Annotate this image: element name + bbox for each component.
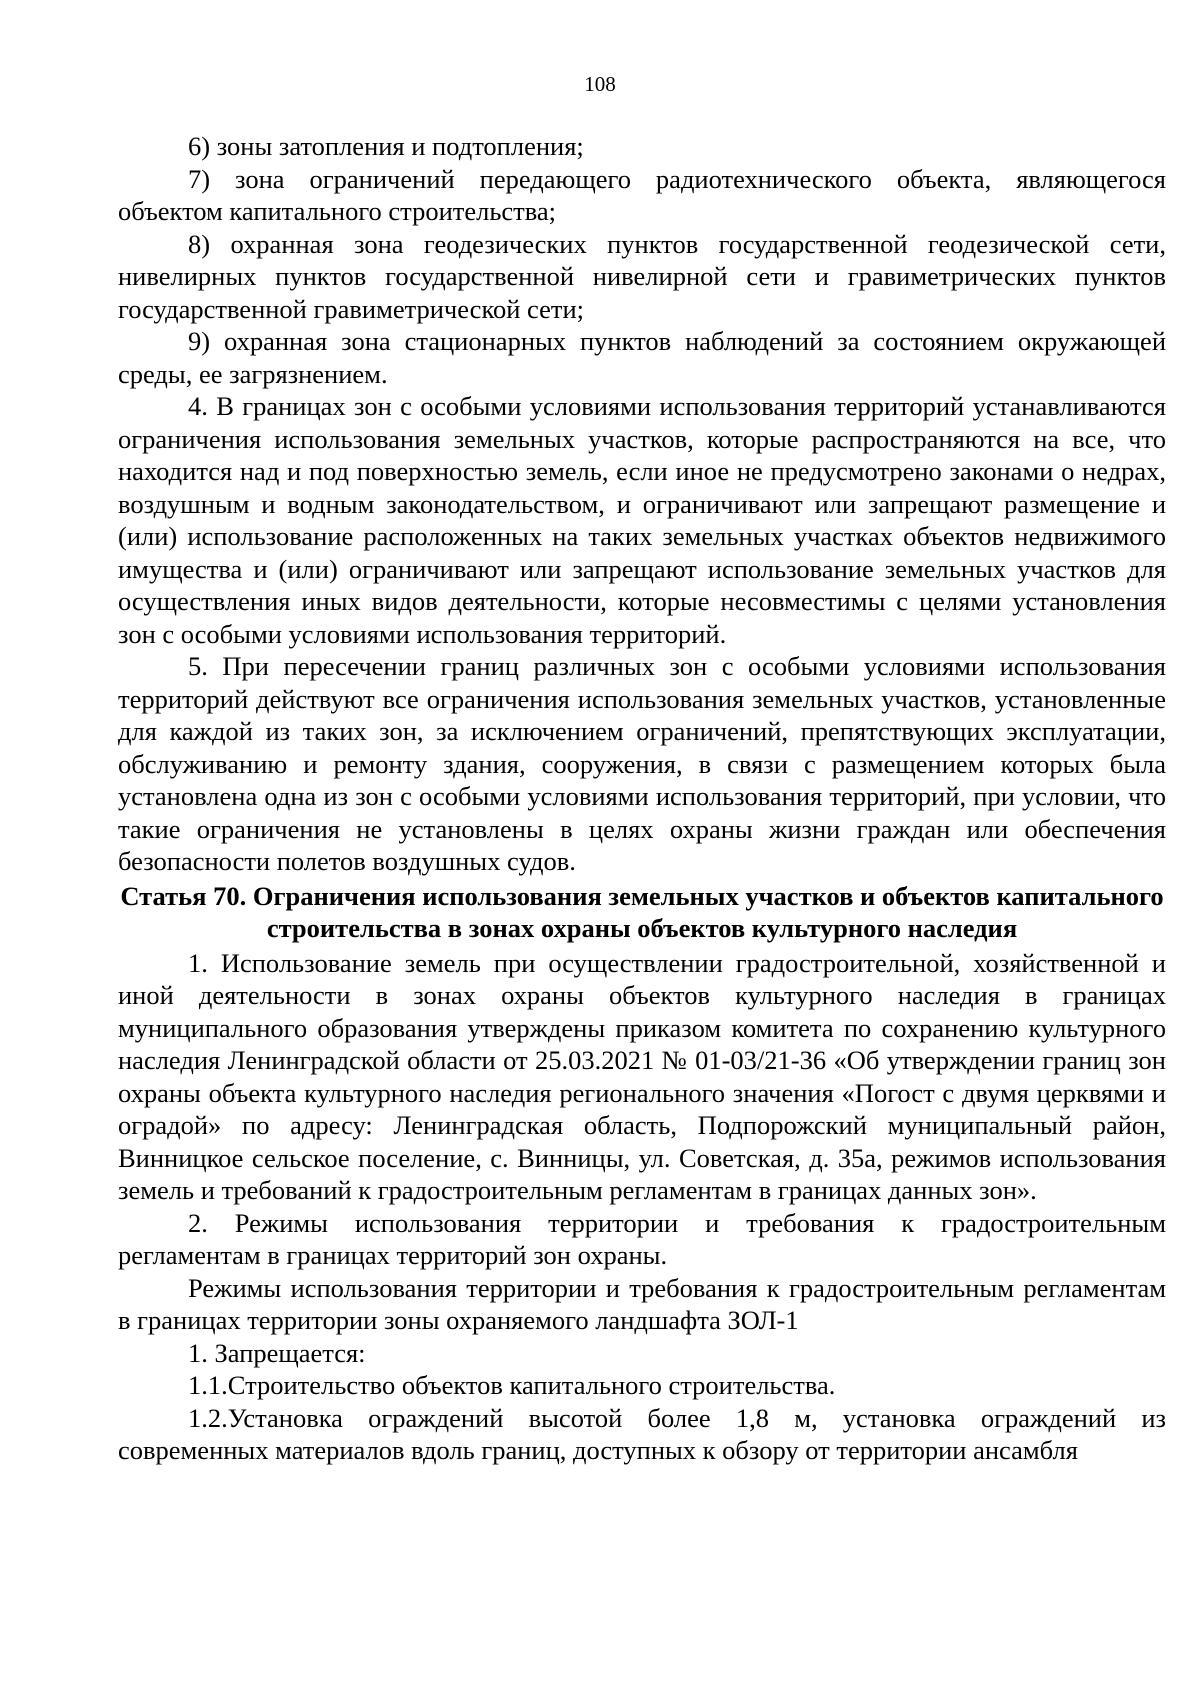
paragraph: 4. В границах зон с особыми условиями использования территорий устанавливаются ограничения использования земельных участков, которые распространяются на все, что находится над и под поверхностью земель, если иное не предусмотрено законами о недрах, воздушным и водным законодательством, и ограничивают или запрещают размещение и (или) использование расположенных на таких земельных участках объектов недвижимого имущества и (или) ограничивают или запрещают использование земельных участков для осуществления иных видов деятельности, которые несовместимы с целями установления зон с особыми условиями использования территорий. <box>118 391 1166 649</box>
page-number: 108 <box>584 72 616 96</box>
paragraph: 1.1.Строительство объектов капитального строительства. <box>188 1370 836 1400</box>
document-body <box>118 130 1166 1467</box>
paragraph: 5. При пересечении границ различных зон с особыми условиями использования территорий действуют все ограничения использования земельных участков, установленные для каждой из таких зон, за исключением ограничений, препятствующих эксплуатации, обслуживанию и ремонту здания, сооружения, в связи с размещением которых была установлена одна из зон с особыми условиями использования территорий, при условии, что такие ограничения не установлены в целях охраны жизни граждан или обеспечения безопасности полетов воздушных судов. <box>118 651 1166 876</box>
paragraph: 7) зона ограничений передающего радиотехнического объекта, являющегося объектом капитального строительства; <box>118 163 1166 226</box>
paragraph: 1. Запрещается: <box>188 1337 366 1368</box>
paragraph: 1.2.Установка ограждений высотой более 1,8 м, установка ограждений из современных материалов вдоль границ, доступных к обзору от территории ансамбля <box>118 1402 1166 1465</box>
paragraph: 1. Использование земель при осуществлении градостроительной, хозяйственной и иной деятельности в зонах охраны объектов культурного наследия в границах муниципального образования утверждены приказом комитета по сохранению культурного наследия Ленинградской области от 25.03.2021 № 01-03/21-36 «Об утверждении границ зон охраны объекта культурного наследия регионального значения «Погост с двумя церквями и оградой» по адресу: Ленинградская область, Подпорожский муниципальный район, Винницкое сельское поселение, с. Винницы, ул. Советская, д. 35а, режимов использования земель и требований к градостроительным регламентам в границах данных зон». <box>118 947 1166 1205</box>
article-heading: Статья 70. Ограничения использования земельных участков и объектов капитального строительства в зонах охраны объектов культурного наследия <box>120 880 1164 943</box>
paragraph: 6) зоны затопления и подтопления; <box>188 131 584 161</box>
paragraph: 8) охранная зона геодезических пунктов государственной геодезической сети, нивелирных пунктов государственной нивелирной сети и гравиметрических пунктов государственной гравиметрической сети; <box>118 228 1166 324</box>
paragraph: 2. Режимы использования территории и требования к градостроительным регламентам в границах территорий зон охраны. <box>118 1207 1166 1270</box>
paragraph: Режимы использования территории и требования к градостроительным регламентам в границах территории зоны охраняемого ландшафта ЗОЛ-1 <box>118 1272 1166 1335</box>
paragraph: 9) охранная зона стационарных пунктов наблюдений за состоянием окружающей среды, ее загрязнением. <box>118 326 1166 389</box>
